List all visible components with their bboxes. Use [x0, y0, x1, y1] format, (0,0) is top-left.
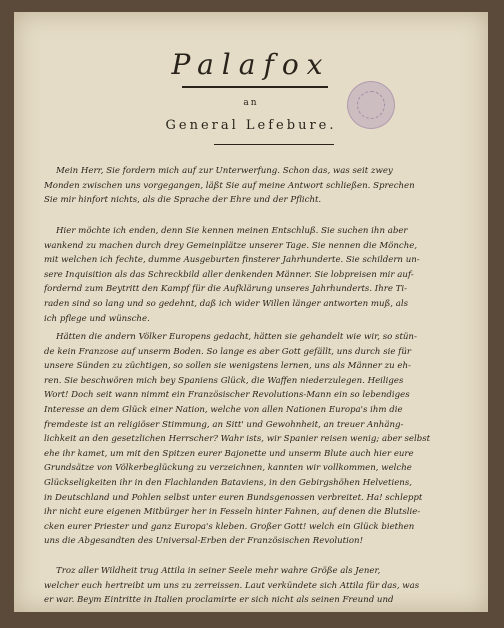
text-line: ren. Sie beschwören mich bey Spaniens Glück, die Waffen niederzulegen. Heiliges — [44, 375, 404, 386]
text-line: Sie mir hinfort nichts, als die Sprache der Ehre und der Pflicht. — [44, 195, 322, 206]
text-line: Monden zwischen uns vorgegangen, läßt Sie auf meine Antwort schließen. Sprechen — [44, 180, 415, 191]
text-line: ich pflege und wünsche. — [44, 313, 150, 324]
title-underline — [182, 86, 328, 88]
text-line: Interesse an dem Glück einer Nation, welche von allen Nationen Europa's ihm die — [44, 404, 403, 415]
text-line: Mein Herr, Sie fordern mich auf zur Unterwerfung. Schon das, was seit zwey — [56, 166, 393, 176]
divider-rule — [214, 144, 334, 145]
text-line: sere Inquisition als das Schreckbild aller denkenden Männer. Sie lobpreisen mir auf- — [44, 269, 414, 280]
text-line: er war. Beym Eintritte in Italien proclamirte er sich nicht als seinen Freund und — [44, 595, 394, 606]
text-line: welcher euch hertreibt um uns zu zerreissen. Laut verkündete sich Attila für das, was — [44, 580, 420, 591]
text-line: uns die Abgesandten des Universal-Erben der Französischen Revolution! — [44, 536, 364, 547]
preposition-line: an — [243, 98, 259, 108]
text-line: unsere Sünden zu züchtigen, so sollen sie wenigstens lernen, uns als Männer zu eh- — [44, 361, 411, 372]
text-line: de kein Franzose auf unserm Boden. So lange es aber Gott gefällt, uns durch sie für — [44, 346, 411, 357]
document-title: Palafox — [171, 48, 331, 81]
paragraph-3 — [44, 330, 460, 549]
text-line: mit welchen ich fechte, dumme Ausgeburten finsterer Jahrhunderte. Sie schildern un- — [44, 255, 420, 266]
document-sheet — [14, 12, 488, 612]
text-line: Troz aller Wildheit trug Attila in seiner Seele mehr wahre Größe als Jener, — [56, 566, 381, 576]
text-line: raden sind so lang und so gedehnt, daß ich wider Willen länger antworten muß, als — [44, 298, 409, 309]
text-line: ehe ihr kamet, um mit den Spitzen eurer Bajonette und unserm Blute auch hier eure — [44, 448, 414, 459]
text-line: Hier möchte ich enden, denn Sie kennen meinen Entschluß. Sie suchen ihn aber — [56, 226, 408, 236]
text-line: Glückseligkeiten ihr in den Flachlanden Bataviens, in den Gebirgshöhen Helvetiens, — [44, 477, 412, 488]
addressee-line: General Lefebure. — [165, 118, 337, 133]
paragraph-4 — [44, 564, 460, 608]
text-line: Grundsätze von Völkerbeglückung zu verzeichnen, kannten wir vollkommen, welche — [44, 463, 412, 474]
paragraph-1 — [44, 164, 460, 208]
text-line: Hätten die andern Völker Europens gedacht, hätten sie gehandelt wie wir, so stün- — [56, 332, 417, 342]
text-line: in Deutschland und Pohlen selbst unter euren Bundsgenossen verbreitet. Ha! schleppt — [44, 492, 423, 503]
text-line: Wort! Doch seit wann nimmt ein Französischer Revolutions-Mann ein so lebendiges — [44, 390, 410, 401]
paragraph-2 — [44, 224, 460, 326]
text-line: fordernd zum Beytritt den Kampf für die Aufklärung unseres Jahrhunderts. Ihre Ti- — [44, 284, 408, 295]
text-line: lichkeit an den gesetzlichen Herrscher? Wahr ists, wir Spanier reisen wenig; aber selbst — [44, 434, 431, 445]
text-line: ihr nicht eure eigenen Mitbürger her in Fesseln hinter Fahnen, auf denen die Blutslie- — [44, 507, 421, 518]
text-line: cken eurer Priester und ganz Europa's kleben. Großer Gott! welch ein Glück biethen — [44, 521, 415, 532]
text-line: wankend zu machen durch drey Gemeinplätze unserer Tage. Sie nennen die Mönche, — [44, 240, 418, 251]
text-line: fremdeste ist an religiöser Stimmung, an Sitt' und Gewohnheit, an treuer Anhäng- — [44, 419, 404, 430]
